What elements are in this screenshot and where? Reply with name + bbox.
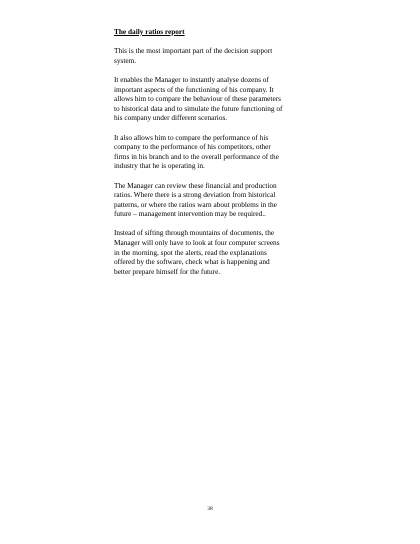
section-heading: The daily ratios report xyxy=(114,27,185,36)
paragraph-analysis: It enables the Manager to instantly analyse dozens of important aspects of the functioning of his company. It allows him to compare the behaviour of these parameters to historical data and to simulate the future functioning of his company under different scenarios. xyxy=(114,74,283,123)
paragraph-comparison: It also allows him to compare the performance of his company to the performance of his competitors, other firms in his branch and to the overall performance of the industry that he is operating in. xyxy=(114,132,279,171)
document-body xyxy=(114,27,314,286)
paragraph-ratios-review: The Manager can review these financial and production ratios. Where there is a strong deviation from historical patterns, or where the ratios warn about problems in the future – management intervention may be required.. xyxy=(114,180,277,219)
page-number: 38 xyxy=(207,506,213,512)
paragraph-conclusion: Instead of sifting through mountains of documents, the Manager will only have to look at four computer screens in the morning, spot the alerts, read the explanations offered by the software, check what is happening and better prepare himself for the future. xyxy=(114,228,280,276)
paragraph-intro: This is the most important part of the decision support system. xyxy=(114,46,273,65)
